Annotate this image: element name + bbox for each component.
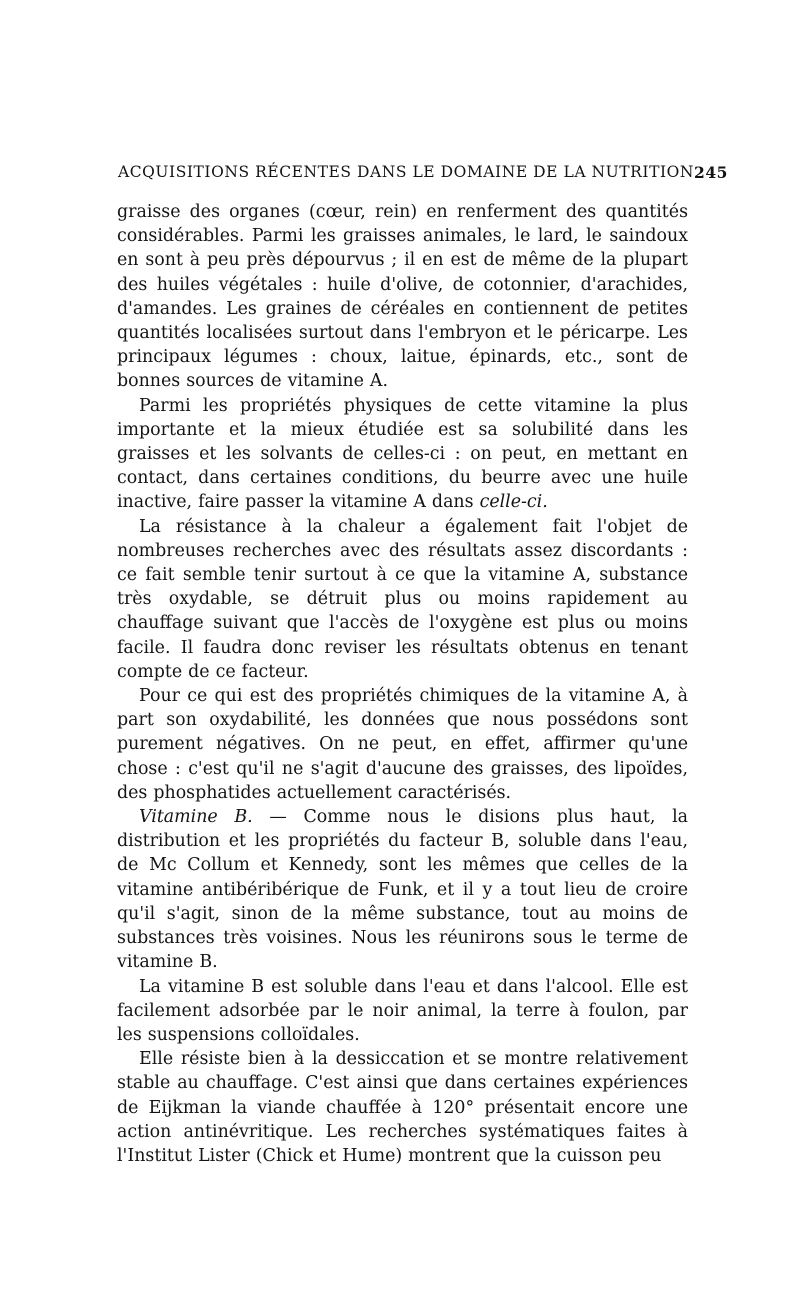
paragraph-5-text: — Comme nous le disions plus haut, la distribution et les propriétés du facteur B, soluble dans l'eau, de Mc Collum et Kennedy, sont les mêmes que celles de la vitamine antibéribérique de Funk, et il y a tout lieu de croire qu'il s'agit, sinon de la même substance, tout au moins de substances très voisines. Nous les réunirons sous le terme de vitamine B.	[117, 807, 688, 973]
paragraph-7	[117, 1047, 688, 1168]
running-head	[118, 163, 729, 182]
paragraph-2-italic-end: celle-ci.	[479, 492, 548, 513]
body-text	[117, 200, 688, 1168]
paragraph-1-text: graisse des organes (cœur, rein) en renferment des quantités considérables. Parmi les graisses animales, le lard, le saindoux en sont à peu près dépourvus ; il en est de même de la plupart des huiles végétales : huile d'olive, de cotonnier, d'arachides, d'amandes. Les graines de céréales en contiennent de petites quantités localisées surtout dans l'embryon et le péricarpe. Les principaux légumes : choux, laitue, épinards, etc., sont de bonnes sources de vitamine A.	[117, 202, 688, 392]
paragraph-3	[117, 515, 688, 684]
paragraph-2	[117, 394, 688, 515]
paragraph-2-text: Parmi les propriétés physiques de cette vitamine la plus importante et la mieux étudiée est sa solubilité dans les graisses et les solvants de celles-ci : on peut, en mettant en contact, dans certaines conditions, du beurre avec une huile inactive, faire passer la vitamine A dans	[117, 395, 688, 513]
paragraph-1	[117, 200, 688, 394]
paragraph-3-text: La résistance à la chaleur a également fait l'objet de nombreuses recherches avec des résultats assez discordants : ce fait semble tenir surtout à ce que la vitamine A, substance très oxydable, se détruit plus ou moins rapidement au chauffage suivant que l'accès de l'oxygène est plus ou moins facile. Il faudra donc reviser les résultats obtenus en tenant compte de ce facteur.	[117, 516, 688, 682]
paragraph-6-text: La vitamine B est soluble dans l'eau et dans l'alcool. Elle est facilement adsorbée par le noir animal, la terre à foulon, par les suspensions colloïdales.	[117, 976, 688, 1045]
section-heading-vitamine-b: Vitamine B.	[139, 807, 253, 828]
paragraph-7-text: Elle résiste bien à la dessiccation et se montre relativement stable au chauffage. C'est ainsi que dans certaines expériences de Eijkman la viande chauffée à 120° présentait encore une action antinévritique. Les recherches systématiques faites à l'Institut Lister (Chick et Hume) montrent que la cuisson peu	[117, 1049, 688, 1166]
paragraph-6	[117, 975, 688, 1048]
running-title: ACQUISITIONS RÉCENTES DANS LE DOMAINE DE LA NUTRITION	[118, 163, 694, 181]
paragraph-4-text: Pour ce qui est des propriétés chimiques de la vitamine A, à part son oxydabilité, les données que nous possédons sont purement négatives. On ne peut, en effet, affirmer qu'une chose : c'est qu'il ne s'agit d'aucune des graisses, des lipoïdes, des phosphatides actuellement caractérisés.	[117, 686, 688, 803]
page-number: 245	[694, 163, 729, 182]
paragraph-5	[117, 805, 688, 974]
paragraph-4	[117, 684, 688, 805]
